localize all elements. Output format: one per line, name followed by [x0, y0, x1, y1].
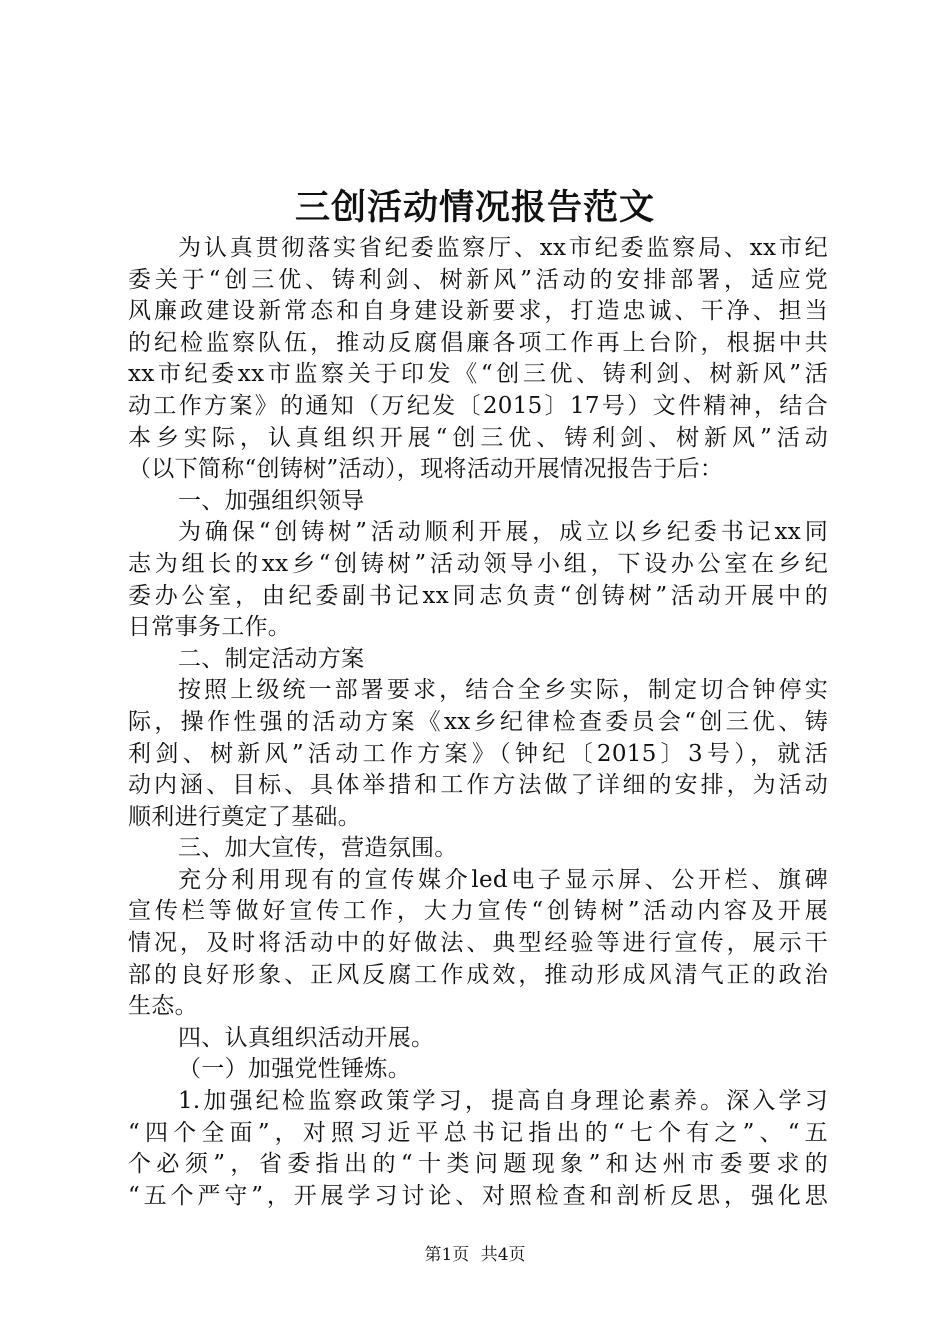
text-line: 的纪检监察队伍，推动反腐倡廉各项工作再上台阶，根据中共 — [128, 329, 828, 356]
text-line: 四、认真组织活动开展。 — [178, 1024, 435, 1051]
text-line: 生态。 — [128, 993, 198, 1020]
text-line: 情况，及时将活动中的好做法、典型经验等进行宣传，展示干 — [128, 930, 828, 957]
text-line: 动内涵、目标、具体举措和工作方法做了详细的安排，为活动 — [128, 772, 828, 799]
text-line: （以下简称“创铸树”活动），现将活动开展情况报告于后： — [128, 456, 724, 483]
text-line: （一）加强党性锤炼。 — [178, 1056, 411, 1083]
text-line: xx市纪委xx市监察关于印发《“创三优、铸利剑、树新风”活 — [128, 361, 828, 388]
page-total: 共4页 — [480, 1245, 526, 1265]
text-line: 充分利用现有的宣传媒介led电子显示屏、公开栏、旗碑 — [178, 866, 828, 893]
text-line: 本乡实际，认真组织开展“创三优、铸利剑、树新风”活动 — [128, 424, 828, 451]
text-line: 顺利进行奠定了基础。 — [128, 803, 361, 830]
text-line: 委关于“创三优、铸利剑、树新风”活动的安排部署，适应党 — [128, 266, 828, 293]
document-title: 三创活动情况报告范文 — [294, 187, 655, 228]
text-line: “四个全面”，对照习近平总书记指出的“七个有之”、“五 — [128, 1119, 828, 1146]
text-line: 动工作方案》的通知（万纪发〔2015〕17号）文件精神，结合 — [128, 392, 828, 419]
text-line: 为确保“创铸树”活动顺利开展，成立以乡纪委书记xx同 — [178, 519, 828, 546]
page-footer — [0, 1243, 950, 1267]
text-line: 利剑、树新风”活动工作方案》（钟纪〔2015〕3号），就活 — [128, 740, 828, 767]
text-line: 三、加大宣传，营造氛围。 — [178, 835, 458, 862]
text-line: 为认真贯彻落实省纪委监察厅、xx市纪委监察局、xx市纪 — [178, 235, 828, 261]
text-line: 二、制定活动方案 — [178, 645, 365, 672]
text-line: 部的良好形象、正风反腐工作成效，推动形成风清气正的政治 — [128, 961, 828, 988]
text-line: 一、加强组织领导 — [178, 487, 365, 514]
text-line: “五个严守”，开展学习讨论、对照检查和剖析反思，强化思 — [128, 1182, 828, 1209]
text-line: 委办公室，由纪委副书记xx同志负责“创铸树”活动开展中的 — [128, 582, 828, 609]
text-line: 宣传栏等做好宣传工作，大力宣传“创铸树”活动内容及开展 — [128, 898, 828, 925]
text-line: 风廉政建设新常态和自身建设新要求，打造忠诚、干净、担当 — [128, 298, 828, 325]
text-line: 志为组长的xx乡“创铸树”活动领导小组，下设办公室在乡纪 — [128, 550, 828, 577]
document-body — [128, 233, 828, 1212]
page-number: 第1页 — [424, 1245, 470, 1265]
text-line: 日常事务工作。 — [128, 614, 292, 641]
text-line: 1.加强纪检监察政策学习，提高自身理论素养。深入学习 — [178, 1088, 828, 1115]
text-line: 按照上级统一部署要求，结合全乡实际，制定切合钟停实 — [178, 677, 828, 704]
text-line: 际，操作性强的活动方案《xx乡纪律检查委员会“创三优、铸 — [128, 708, 828, 735]
text-line: 个必须”，省委指出的“十类问题现象”和达州市委要求的 — [128, 1151, 828, 1178]
